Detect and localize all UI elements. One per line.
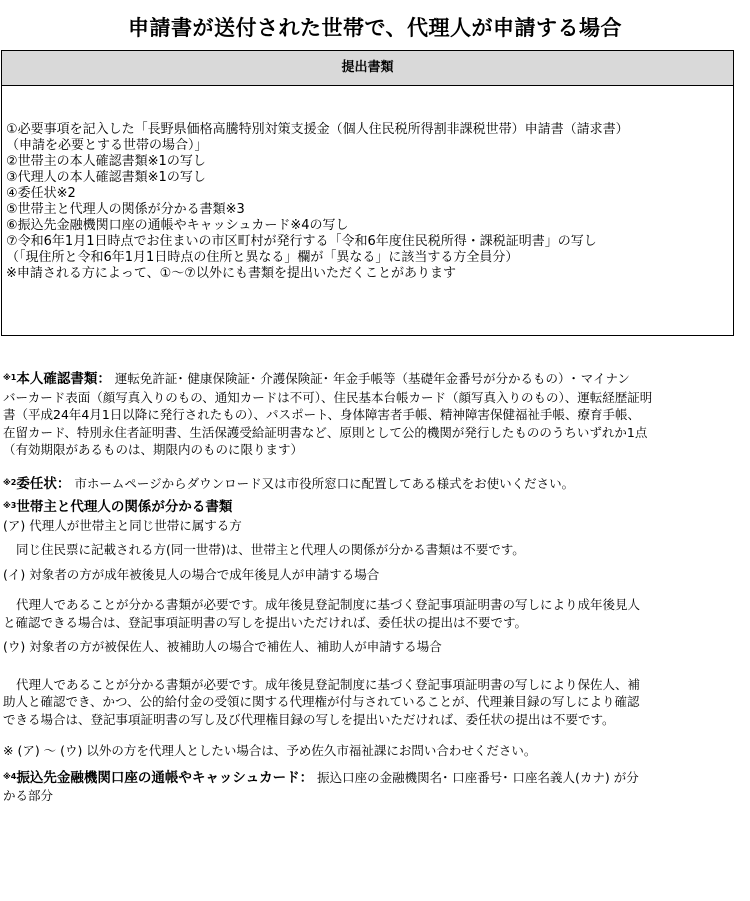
note1-line: 在留カード、特別永住者証明書、生活保護受給証明書など、原則として公的機関が発行したもののうちいずれか1点 (3, 424, 648, 440)
note2-heading: 委任状： (16, 475, 71, 492)
case-b-text: と確認できる場合は、登記事項証明書の写しを提出いただければ、委任状の提出は不要です。 (3, 614, 528, 630)
note1-line: バーカード表面（顔写真入りのもの、通知カードは不可）、住民基本台帳カード（顔写真入りのもの）、運転経歴証明 (3, 389, 653, 405)
case-c-text: 助人と確認でき、かつ、公的給付金の受領に関する代理権が付与されていることが、代理兼目録の写しにより確認 (3, 694, 640, 709)
document-item: ④委任状※2 (6, 186, 76, 201)
other-note: ※ (ア) ～ (ウ) 以外の方を代理人としたい場合は、予め佐久市福祉課にお問い合わせください。 (3, 743, 537, 758)
documents-list (2, 86, 733, 282)
note3-heading: 世帯主と代理人の関係が分かる書類 (16, 499, 233, 515)
note1-heading: 本人確認書類： (16, 371, 111, 387)
note4-text: 振込口座の金融機関名･ 口座番号･ 口座名義人(カナ) が分 (317, 769, 639, 785)
case-b-title: (イ) 対象者の方が成年被後見人の場合で成年後見人が申請する場合 (3, 566, 380, 582)
notes-section (3, 370, 735, 805)
document-item: ※申請される方によって、①～⑦以外にも書類を提出いただくことがあります (6, 266, 456, 281)
note1-line: （有効期限があるものは、期限内のものに限ります） (3, 442, 304, 457)
documents-table (1, 50, 734, 336)
note3-heading-line (3, 498, 735, 517)
note1-mark: ※1 (3, 373, 17, 382)
case-a-title: (ア) 代理人が世帯主と同じ世帯に属する方 (3, 517, 242, 533)
document-item: ⑥振込先金融機関口座の通帳やキャッシュカード※4の写し (6, 218, 349, 233)
document-item: （申請を必要とする世帯の場合）」 (6, 138, 208, 153)
document-item: ②世帯主の本人確認書類※1の写し (6, 154, 206, 169)
document-item: ①必要事項を記入した「長野県価格高騰特別対策支援金（個人住民税所得割非課税世帯）申請書（請求書） (6, 122, 629, 137)
note4-line: かる部分 (3, 788, 54, 803)
case-b-text: 代理人であることが分かる書類が必要です。成年後見登記制度に基づく登記事項証明書の写しにより成年後見人 (16, 597, 641, 612)
note4-first-line (3, 769, 735, 788)
page-title: 申請書が送付された世帯で、代理人が申請する場合 (127, 16, 623, 40)
note1-text: 運転免許証･ 健康保険証･ 介護保険証･ 年金手帳等（基礎年金番号が分かるもの）･ マイナン (114, 371, 630, 386)
document-item: ⑤世帯主と代理人の関係が分かる書類※3 (6, 202, 245, 217)
document-item: ③代理人の本人確認書類※1の写し (6, 170, 206, 185)
document-item: （「現住所と令和6年1月1日時点の住所と異なる」欄が「異なる」に該当する方全員分） (6, 250, 519, 265)
note1-first-line (3, 370, 735, 389)
note4-mark: ※4 (3, 771, 17, 781)
document-item: ⑦令和6年1月1日時点でお住まいの市区町村が発行する「令和6年度住民税所得・課税証明書」の写し (6, 234, 597, 249)
case-a-text: 同じ住民票に記載される方(同一世帯)は、世帯主と代理人の関係が分かる書類は不要です。 (16, 542, 525, 557)
note1-line: 書（平成24年4月1日以降に発行されたもの）、パスポート、身体障害者手帳、精神障害保健福祉手帳、療育手帳、 (3, 407, 640, 422)
note2-mark: ※2 (3, 477, 17, 487)
case-c-text: できる場合は、登記事項証明書の写し及び代理権目録の写しを提出いただければ、委任状の提出は不要です。 (3, 711, 615, 727)
note4-heading: 振込先金融機関口座の通帳やキャッシュカード： (16, 769, 314, 786)
case-c-title: (ウ) 対象者の方が被保佐人、被補助人の場合で補佐人、補助人が申請する場合 (3, 639, 442, 654)
documents-table-header: 提出書類 (2, 51, 733, 86)
note2-text: 市ホームページからダウンロード又は市役所窓口に配置してある様式をお使いください。 (74, 475, 575, 491)
note3-mark: ※3 (3, 501, 17, 510)
note2 (3, 475, 735, 494)
case-c-text: 代理人であることが分かる書類が必要です。成年後見登記制度に基づく登記事項証明書の写しにより保佐人、補 (16, 676, 641, 692)
